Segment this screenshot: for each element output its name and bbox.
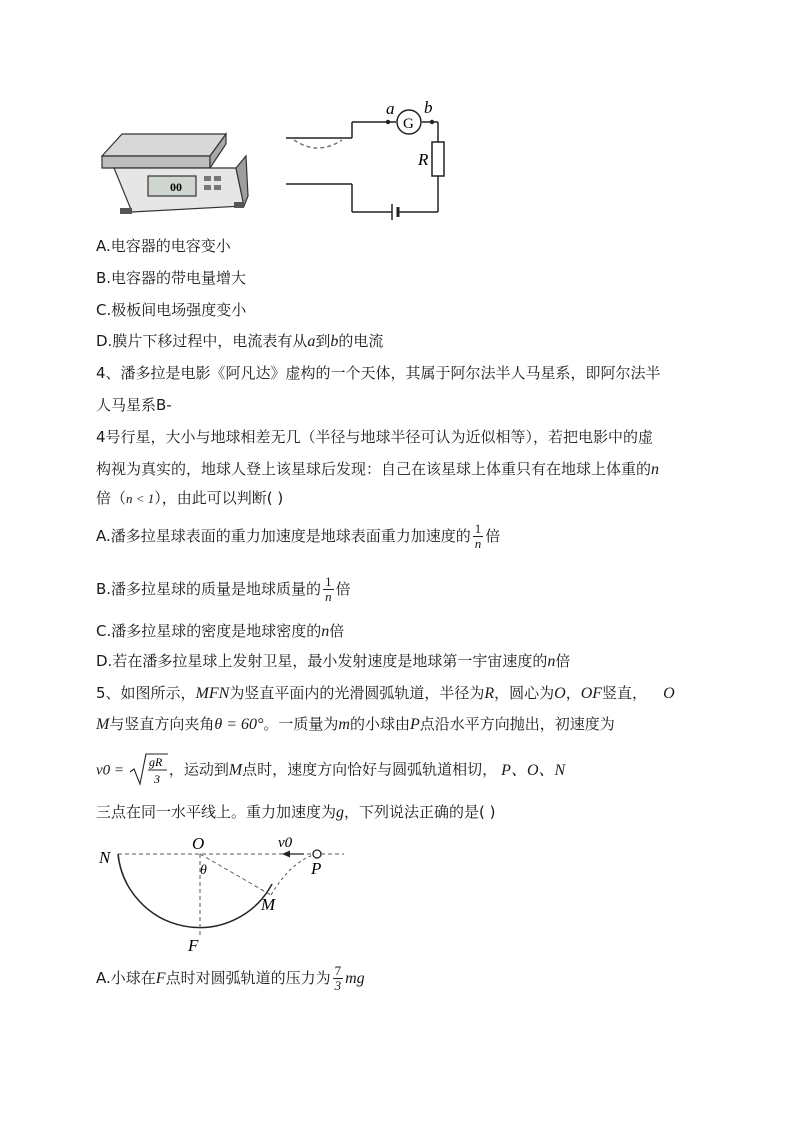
q3-option-a: A.电容器的电容变小 — [96, 237, 231, 255]
q5-a-frac-den: 3 — [334, 978, 342, 993]
q5-l2-M: M — [96, 716, 110, 733]
label-b: b — [424, 98, 433, 117]
resistor-label: R — [418, 150, 429, 169]
electronic-scale-illustration — [102, 134, 248, 214]
sqrt-numerator: gR — [148, 755, 163, 769]
q5-stem-line2 — [96, 713, 615, 736]
q5-l1-R: R — [484, 685, 495, 702]
point-M-label: M — [261, 895, 276, 914]
point-P-label: P — [311, 859, 322, 878]
q3-option-d — [96, 330, 383, 353]
q5-a-text-1: A.小球在 — [96, 969, 156, 987]
q5-l3-t1: ，运动到 — [168, 760, 229, 779]
galvanometer-label: G — [403, 116, 414, 132]
figure-scale-circuit — [96, 96, 456, 220]
q5-l3-t2: 点时，速度方向恰好与圆弧轨道相切， — [242, 760, 498, 779]
q5-a-mg: mg — [345, 970, 365, 987]
sqrt-expression — [129, 752, 169, 788]
q3-option-c: C.极板间电场强度变小 — [96, 301, 247, 319]
q5-l4-g: g — [336, 804, 345, 821]
q4-option-b — [96, 573, 351, 605]
q4-line5-text-1: 倍（ — [96, 489, 127, 507]
q5-l1-t4: ， — [565, 684, 581, 702]
q5-l3-PON: P、O、N — [501, 761, 566, 779]
q5-l1-t3: ，圆心为 — [494, 684, 555, 702]
q3-d-a: a — [307, 333, 316, 350]
q5-l1-t1: 5、如图所示， — [96, 684, 196, 702]
q5-l2-P: P — [410, 716, 420, 733]
point-N-label: N — [99, 848, 111, 867]
q5-stem-line1 — [96, 682, 675, 705]
q4-a-fraction — [473, 522, 484, 551]
q4-c-suffix: 倍 — [329, 622, 345, 640]
q4-b-frac-den: n — [325, 589, 332, 604]
q4-a-suffix: 倍 — [485, 527, 501, 545]
q5-l2-t1: 与竖直方向夹角 — [109, 715, 215, 733]
q4-stem-line4 — [96, 458, 659, 481]
q4-b-fraction — [323, 575, 334, 604]
q4-d-text: D.若在潘多拉星球上发射卫星，最小发射速度是地球第一宇宙速度的 — [96, 652, 548, 670]
q4-stem-line3: 4号行星，大小与地球相差无几（半径与地球半径可认为近似相等），若把电影中的虚 — [96, 428, 654, 446]
q4-d-suffix: 倍 — [555, 652, 571, 670]
q5-l3-M: M — [228, 761, 243, 779]
q4-d-n: n — [547, 653, 556, 670]
q5-l4-t1: 三点在同一水平线上。重力加速度为 — [96, 803, 337, 821]
q5-l1-t2: 为竖直平面内的光滑圆弧轨道，半径为 — [229, 684, 485, 702]
q5-stem-line3 — [96, 752, 565, 788]
q4-c-text: C.潘多拉星球的密度是地球密度的 — [96, 622, 322, 640]
q5-a-frac-num: 7 — [334, 963, 342, 978]
q5-l4-t2: ，下列说法正确的是( ) — [344, 803, 496, 821]
scale-display-readout: 00 — [170, 180, 182, 194]
q4-option-d — [96, 650, 570, 673]
q4-option-c — [96, 620, 344, 643]
q4-stem-line2: 人马星系B- — [96, 396, 172, 414]
q5-l2-m: m — [338, 716, 350, 733]
sqrt-denominator: 3 — [153, 772, 160, 786]
q5-l1-O: O — [554, 685, 566, 702]
q4-a-frac-den: n — [474, 536, 482, 551]
q3-d-text-1: D.膜片下移过程中，电流表有从 — [96, 332, 308, 350]
q5-a-fraction — [333, 964, 344, 993]
q4-b-frac-num: 1 — [325, 574, 332, 589]
q5-l2-theta: θ = 60° — [214, 716, 264, 733]
point-F-label: F — [188, 936, 199, 954]
q4-a-frac-num: 1 — [474, 521, 482, 536]
q4-line4-n: n — [651, 461, 660, 478]
q4-stem-line5 — [96, 487, 283, 510]
q4-option-a — [96, 520, 500, 552]
q4-a-text: A.潘多拉星球表面的重力加速度是地球表面重力加速度的 — [96, 527, 471, 545]
q3-d-b: b — [330, 333, 339, 350]
q4-line4-text: 构视为真实的，地球人登上该星球后发现：自己在该星球上体重只有在地球上体重的 — [96, 460, 652, 478]
q5-a-text-2: 点时对圆弧轨道的压力为 — [165, 969, 331, 987]
terminal-a-dot — [386, 120, 390, 124]
q5-stem-line4 — [96, 801, 496, 824]
q5-l2-t2: 。一质量为 — [263, 715, 339, 733]
q5-l1-t5: 竖直， — [602, 684, 648, 702]
label-a: a — [386, 99, 395, 118]
q4-line5-text-2: ），由此可以判断( ) — [154, 489, 284, 507]
q3-d-text-3: 的电流 — [338, 332, 384, 350]
q5-l1-OF: OF — [580, 685, 603, 702]
q4-stem-line1: 4、潘多拉是电影《阿凡达》虚构的一个天体，其属于阿尔法半人马星系，即阿尔法半 — [96, 364, 661, 382]
angle-theta-label: θ — [200, 863, 207, 878]
q3-d-text-2: 到 — [315, 332, 331, 350]
q3-option-b: B.电容器的带电量增大 — [96, 269, 247, 287]
terminal-b-dot — [430, 120, 434, 124]
velocity-v0-label: v0 — [278, 835, 293, 851]
figure-circular-track — [96, 832, 356, 954]
q5-a-F: F — [155, 970, 166, 987]
q5-l2-t4: 点沿水平方向抛出，初速度为 — [419, 715, 615, 733]
point-O-label: O — [192, 834, 205, 853]
q5-l2-t3: 的小球由 — [349, 715, 410, 733]
q4-c-n: n — [321, 623, 330, 640]
q5-l1-MFN: MFN — [195, 685, 230, 702]
q5-option-a — [96, 962, 365, 995]
q5-l1-O2: O — [663, 685, 675, 702]
q4-condition: n < 1 — [126, 491, 155, 506]
q4-b-text: B.潘多拉星球的质量是地球质量的 — [96, 580, 322, 598]
q5-l3-v0: v0 = — [96, 762, 125, 779]
q4-b-suffix: 倍 — [335, 580, 351, 598]
